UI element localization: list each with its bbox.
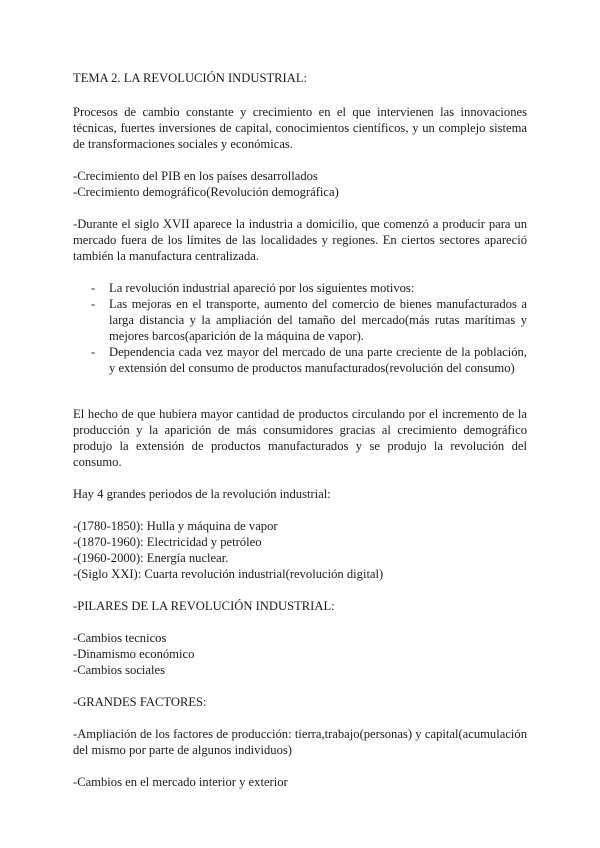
spacer — [73, 470, 527, 486]
period-line: -(1870-1960): Electricidad y petróleo — [73, 535, 262, 549]
spacer — [73, 376, 527, 406]
xvii-paragraph: -Durante el siglo XVII aparece la industria a domicilio, que comenzó a producir para un mercado fuera de los límites de las localidades y regiones. En ciertos sectores apareció también la manufactura centralizada. — [73, 217, 527, 263]
spacer — [73, 582, 527, 598]
periods-intro: Hay 4 grandes periodos de la revolución industrial: — [73, 487, 331, 501]
factor-line: -Cambios en el mercado interior y exterior — [73, 775, 288, 789]
pillar-line: -Dinamismo económico — [73, 647, 195, 661]
list-item: - La revolución industrial apareció por los siguientes motivos: — [91, 280, 527, 296]
intro-paragraph: Procesos de cambio constante y crecimiento en el que intervienen las innovaciones técnicas, fuertes inversiones de capital, conocimientos científicos, y un complejo sistema de transformaciones sociales y económicas. — [73, 105, 527, 151]
spacer — [73, 502, 527, 518]
list-item: - Las mejoras en el transporte, aumento del comercio de bienes manufacturados a larga distancia y la ampliación del tamaño del mercado(más rutas marítimas y mejores barcos(aparición de la máquina de vapor). — [91, 296, 527, 344]
spacer — [73, 200, 527, 216]
factors-heading: -GRANDES FACTORES: — [73, 695, 207, 709]
pillar-line: -Cambios tecnicos — [73, 631, 167, 645]
growth-line: -Crecimiento del PIB en los países desarrollados — [73, 169, 318, 183]
spacer — [73, 710, 527, 726]
list-item: - Dependencia cada vez mayor del mercado de una parte creciente de la población, y extensión del consumo de productos manufacturados(revolución del consumo) — [91, 344, 527, 376]
pillar-line: -Cambios sociales — [73, 663, 165, 677]
document-title: TEMA 2. LA REVOLUCIÓN INDUSTRIAL: — [73, 71, 308, 85]
period-line: -(Siglo XXI): Cuarta revolución industrial(revolución digital) — [73, 567, 384, 581]
spacer — [73, 152, 527, 168]
growth-line: -Crecimiento demográfico(Revolución demográfica) — [73, 185, 339, 199]
spacer — [73, 758, 527, 774]
consumo-paragraph: El hecho de que hubiera mayor cantidad de productos circulando por el incremento de la producción y la aparición de más consumidores gracias al crecimiento demográfico produjo la extensión de productos manufacturados y se produjo la revolución del consumo. — [73, 407, 527, 469]
spacer — [73, 264, 527, 280]
spacer — [73, 678, 527, 694]
pillars-heading: -PILARES DE LA REVOLUCIÓN INDUSTRIAL: — [73, 599, 335, 613]
factor-line: -Ampliación de los factores de producción: tierra,trabajo(personas) y capital(acumulación del mismo por parte de algunos individuos) — [73, 727, 527, 757]
spacer — [73, 614, 527, 630]
motives-list — [73, 280, 527, 376]
period-line: -(1780-1850): Hulla y máquina de vapor — [73, 519, 278, 533]
period-line: -(1960-2000): Energía nuclear. — [73, 551, 229, 565]
